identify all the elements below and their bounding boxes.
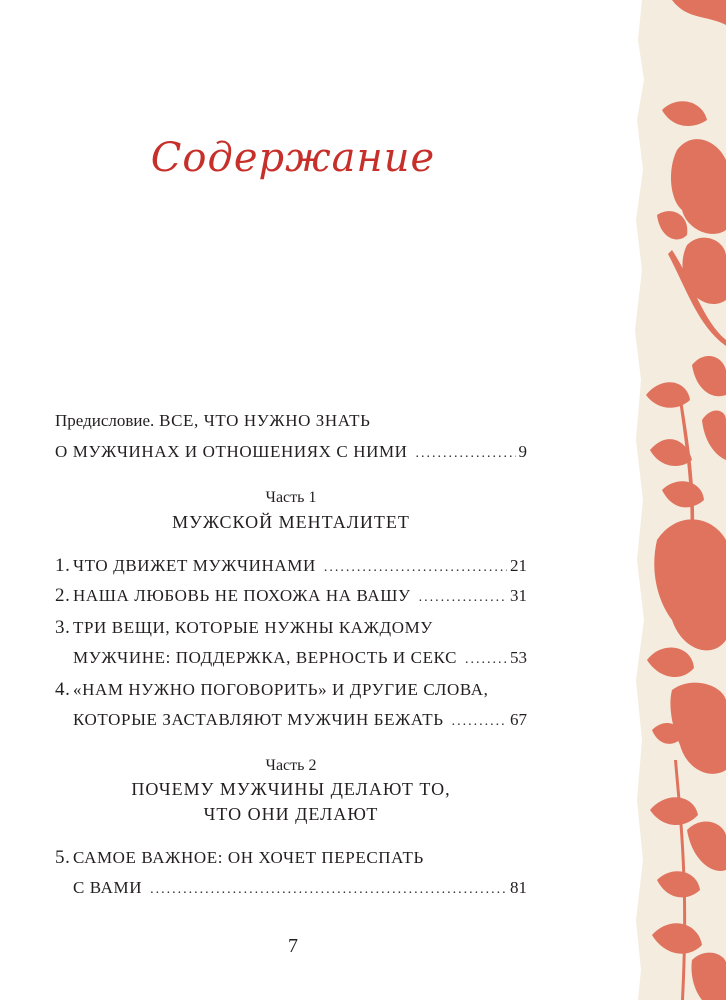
page-ref: 9 [518, 442, 527, 461]
floral-pattern-icon [632, 0, 726, 1000]
leader-dots [416, 443, 516, 465]
toc-entry-chapter-4-line-1[interactable] [55, 679, 489, 701]
leader-dots [419, 587, 507, 609]
toc-entry-chapter-3-line-1[interactable] [55, 617, 433, 639]
chapter-title-continued: С ВАМИ [73, 878, 143, 897]
page-ref: 81 [510, 878, 527, 897]
toc-entry-chapter-5-line-1[interactable] [55, 847, 424, 869]
chapter-title-continued: КОТОРЫЕ ЗАСТАВЛЯЮТ МУЖЧИН БЕЖАТЬ [73, 710, 444, 729]
leader-dots [324, 557, 507, 579]
toc-entry-chapter-5-line-2[interactable] [73, 877, 527, 901]
chapter-number: 4. [55, 679, 71, 700]
toc-entry-chapter-1[interactable] [55, 555, 527, 579]
preface-title-part1: ВСЕ, ЧТО НУЖНО ЗНАТЬ [159, 411, 371, 430]
preface-lead: Предисловие. [55, 411, 155, 430]
toc-entry-chapter-2[interactable] [55, 585, 527, 609]
chapter-number: 5. [55, 847, 71, 868]
chapter-title: ТРИ ВЕЩИ, КОТОРЫЕ НУЖНЫ КАЖДОМУ [73, 618, 433, 637]
toc-entry-chapter-3-line-2[interactable] [73, 647, 527, 671]
page-ref: 67 [510, 710, 527, 729]
leader-dots [150, 879, 507, 901]
toc-entry-preface[interactable] [55, 441, 527, 465]
part-2-title-line-2: ЧТО ОНИ ДЕЛАЮТ [203, 804, 379, 824]
chapter-number: 3. [55, 617, 71, 638]
chapter-number: 2. [55, 585, 71, 606]
chapter-title: САМОЕ ВАЖНОЕ: ОН ХОЧЕТ ПЕРЕСПАТЬ [73, 848, 424, 867]
leader-dots [452, 711, 507, 733]
chapter-title: ЧТО ДВИЖЕТ МУЖЧИНАМИ [73, 556, 316, 575]
page-ref: 31 [510, 586, 527, 605]
part-2-title-line-1: ПОЧЕМУ МУЖЧИНЫ ДЕЛАЮТ ТО, [131, 779, 451, 799]
part-2-label: Часть 2 [265, 757, 317, 774]
part-1-title: МУЖСКОЙ МЕНТАЛИТЕТ [172, 512, 410, 532]
preface-title-part2: О МУЖЧИНАХ И ОТНОШЕНИЯХ С НИМИ [55, 442, 408, 461]
chapter-title-continued: МУЖЧИНЕ: ПОДДЕРЖКА, ВЕРНОСТЬ И СЕКС [73, 648, 458, 667]
chapter-title: НАША ЛЮБОВЬ НЕ ПОХОЖА НА ВАШУ [73, 586, 411, 605]
preface-line-1 [55, 411, 371, 431]
page-ref: 21 [510, 556, 527, 575]
page-ref: 53 [510, 648, 527, 667]
chapter-title: «НАМ НУЖНО ПОГОВОРИТЬ» И ДРУГИЕ СЛОВА, [73, 680, 489, 699]
part-1-label: Часть 1 [265, 489, 317, 506]
page-title: Содержание [150, 135, 436, 181]
page-number: 7 [288, 935, 298, 957]
chapter-number: 1. [55, 555, 71, 576]
toc-entry-chapter-4-line-2[interactable] [73, 709, 527, 733]
floral-border [632, 0, 726, 1000]
leader-dots [465, 649, 507, 671]
